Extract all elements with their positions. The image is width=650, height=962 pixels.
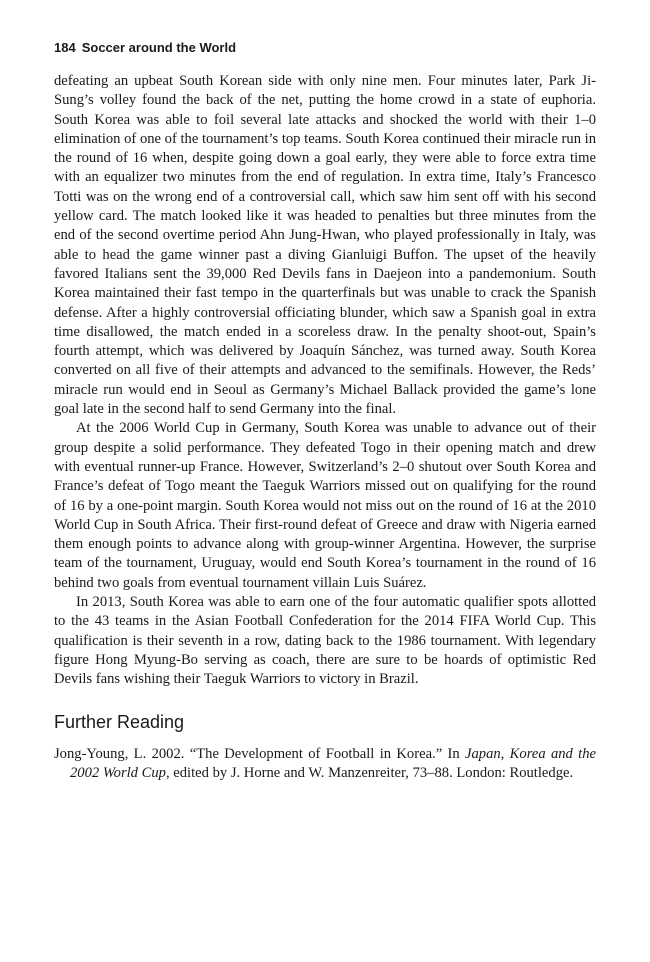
- running-title: Soccer around the World: [81, 40, 237, 55]
- reference-lead: Jong-Young, L. 2002. “The Development of Football in Korea.” In: [54, 745, 466, 762]
- paragraph: At the 2006 World Cup in Germany, South Korea was unable to advance out of their group despite a solid performance. They defeated Togo in their opening match and drew with eventual runner-up France. However, Switzerland’s 2–0 shutout over South Korea and France’s defeat of Togo meant the Taeguk Warriors missed out on qualifying for the round of 16 by a one-point margin. South Korea would not miss out on the round of 16 at the 2010 World Cup in South Africa. Their first-round defeat of Greece and draw with Nigeria earned them enough points to advance along with group-winner Argentina. However, the surprise team of the tournament, Uruguay, would end South Korea’s tournament in the round of 16 behind two goals from eventual tournament villain Luis Suárez.: [54, 420, 596, 591]
- paragraph: In 2013, South Korea was able to earn one of the four automatic qualifier spots allotted to the 43 teams in the Asian Football Confederation for the 2014 FIFA World Cup. This qualification is their seventh in a row, dating back to the 1986 tournament. With legendary figure Hong Myung-Bo serving as coach, there are sure to be hoards of optimistic Red Devils fans wishing their Taeguk Warriors to victory in Brazil.: [54, 594, 596, 688]
- book-page: [54, 40, 596, 783]
- reference-entry: [54, 745, 596, 784]
- reference-title: Japan, Korea and the 2002 World Cup: [70, 745, 597, 781]
- running-head: [54, 40, 596, 55]
- reference-tail: , edited by J. Horne and W. Manzenreiter, 73–88. London: Routledge.: [165, 764, 574, 781]
- body-text: [54, 72, 596, 690]
- further-reading-heading: Further Reading: [54, 711, 185, 732]
- page-number: 184: [54, 40, 76, 55]
- paragraph: defeating an upbeat South Korean side with only nine men. Four minutes later, Park Ji-Sung’s volley found the back of the net, putting the home crowd in a state of euphoria. South Korea was able to foil several late attacks and shocked the world with their 1–0 elimination of one of the tournament’s top teams. South Korea continued their miracle run in the round of 16 when, despite going down a goal early, they were able to force extra time with an equalizer two minutes from the end of regulation. In extra time, Italy’s Francesco Totti was on the wrong end of a controversial call, which saw him sent off with his second yellow card. The match looked like it was headed to penalties but three minutes from the end of the second overtime period Ahn Jung-Hwan, who played professionally in Italy, was able to head the game winner past a diving Gianluigi Buffon. The upset of the heavily favored Italians sent the 39,000 Red Devils fans in Daejeon into a pandemonium. South Korea maintained their fast tempo in the quarterfinals but was unable to crack the Spanish defense. After a highly controversial officiating blunder, which saw a Spanish goal in extra time disallowed, the match ended in a scoreless draw. In the penalty shoot-out, Spain’s fourth attempt, which was delivered by Joaquín Sánchez, was turned away. South Korea converted on all five of their attempts and advanced to the semifinals. However, the Reds’ miracle run would end in Seoul as Germany’s Michael Ballack provided the game’s lone goal late in the second half to send Germany into the final.: [54, 73, 596, 418]
